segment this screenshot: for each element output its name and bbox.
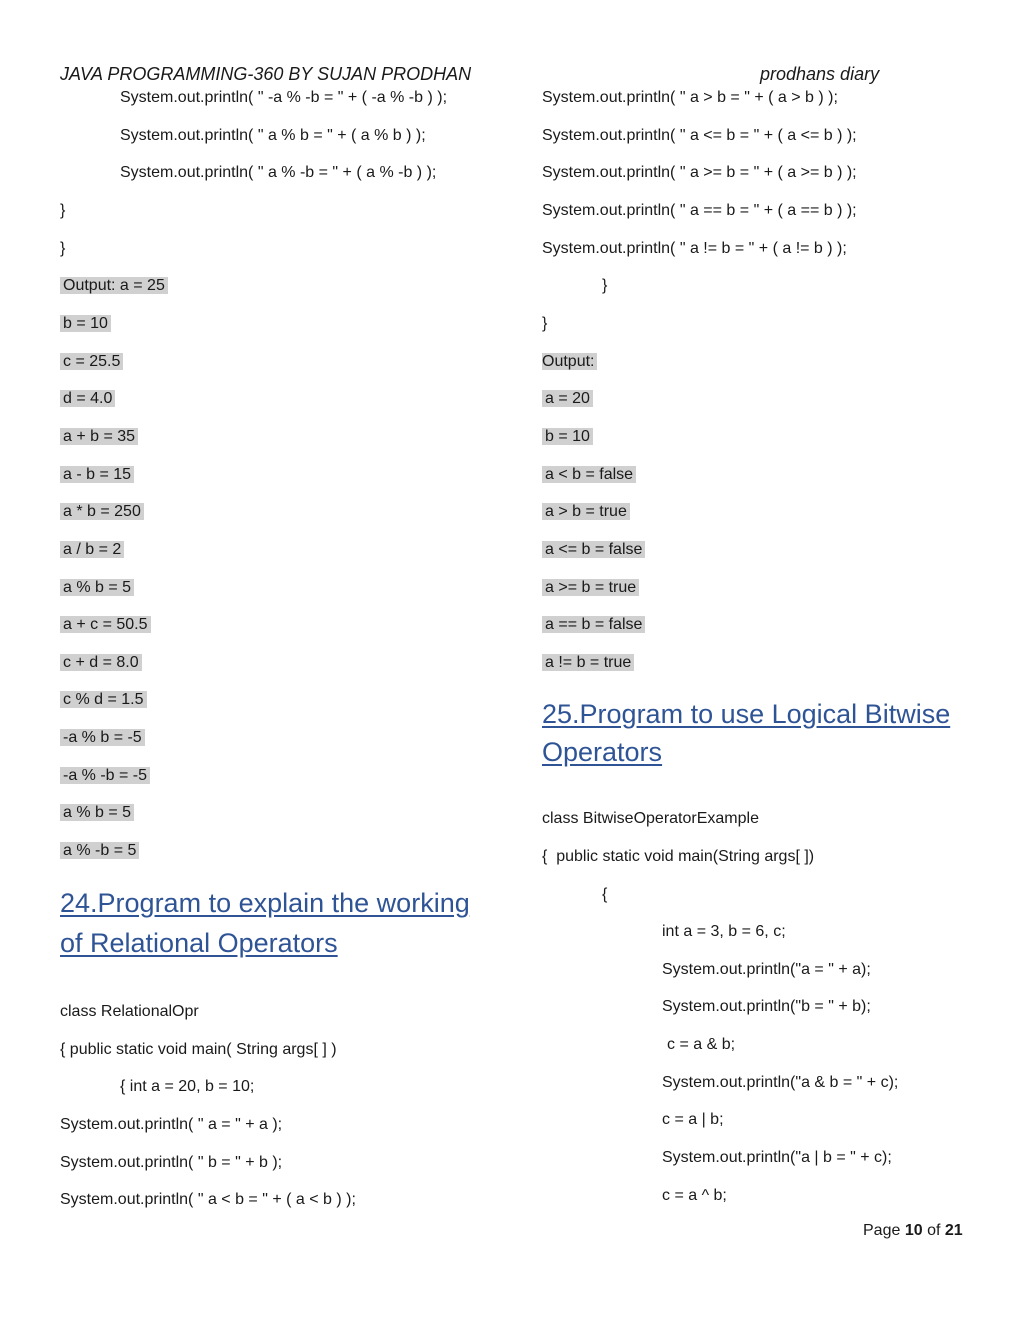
- page-footer: [863, 1222, 963, 1240]
- code-line: { public static void main( String args[ ] ): [60, 1041, 337, 1058]
- output-line: b = 10: [542, 428, 593, 445]
- output-line: Output:: [542, 353, 597, 370]
- code-line: System.out.println("a | b = " + c);: [662, 1149, 892, 1166]
- output-line: a * b = 250: [60, 503, 144, 520]
- code-line: c = a & b;: [667, 1036, 736, 1053]
- section-heading-24-cont: of Relational Operators: [60, 928, 338, 958]
- code-line: }: [542, 315, 548, 332]
- output-line: Output: a = 25: [60, 277, 168, 294]
- code-line: { int a = 20, b = 10;: [120, 1078, 255, 1095]
- page-label: Page: [863, 1222, 901, 1239]
- code-line: class RelationalOpr: [60, 1003, 199, 1020]
- output-line: a > b = true: [542, 503, 630, 520]
- code-line: System.out.println( " a = " + a );: [60, 1116, 283, 1133]
- output-line: a % b = 5: [60, 804, 134, 821]
- code-line: {: [602, 886, 608, 903]
- code-line: System.out.println("a = " + a);: [662, 961, 871, 978]
- code-line: }: [60, 240, 66, 257]
- output-line: d = 4.0: [60, 390, 115, 407]
- code-line: System.out.println("a & b = " + c);: [662, 1074, 899, 1091]
- code-line: System.out.println( " b = " + b );: [60, 1154, 283, 1171]
- output-line: a % -b = 5: [60, 842, 139, 859]
- output-line: a >= b = true: [542, 579, 639, 596]
- code-line: c = a ^ b;: [662, 1187, 727, 1204]
- code-line: }: [60, 202, 66, 219]
- section-heading-24: 24.Program to explain the working: [60, 888, 470, 918]
- header-brand: prodhans diary: [760, 64, 880, 84]
- output-line: a != b = true: [542, 654, 634, 671]
- code-line: System.out.println( " a % -b = " + ( a % -b ) );: [120, 164, 437, 181]
- code-line: c = a | b;: [662, 1111, 724, 1128]
- output-line: -a % b = -5: [60, 729, 145, 746]
- output-line: b = 10: [60, 315, 111, 332]
- output-line: a = 20: [542, 390, 593, 407]
- code-line: System.out.println( " a >= b = " + ( a >= b ) );: [542, 164, 857, 181]
- output-line: a + c = 50.5: [60, 616, 151, 633]
- output-line: c + d = 8.0: [60, 654, 142, 671]
- section-heading-25-cont: Operators: [542, 737, 663, 767]
- output-line: a < b = false: [542, 466, 636, 483]
- section-heading-25: 25.Program to use Logical Bitwise: [542, 699, 951, 729]
- output-line: a == b = false: [542, 616, 645, 633]
- output-line: c = 25.5: [60, 353, 123, 370]
- output-line: a + b = 35: [60, 428, 138, 445]
- of-label: of: [927, 1222, 941, 1239]
- code-line: System.out.println("b = " + b);: [662, 998, 871, 1015]
- output-line: a - b = 15: [60, 466, 134, 483]
- code-line: System.out.println( " a < b = " + ( a < b ) );: [60, 1191, 356, 1208]
- code-line: class BitwiseOperatorExample: [542, 810, 759, 827]
- code-line: }: [602, 277, 608, 294]
- output-line: -a % -b = -5: [60, 767, 150, 784]
- code-line: System.out.println( " a <= b = " + ( a <= b ) );: [542, 127, 857, 144]
- page-number: 10: [904, 1222, 923, 1239]
- total-pages: 21: [944, 1222, 963, 1239]
- output-line: a / b = 2: [60, 541, 124, 558]
- code-line: System.out.println( " a % b = " + ( a % b ) );: [120, 127, 426, 144]
- header-title: JAVA PROGRAMMING-360 BY SUJAN PRODHAN: [60, 64, 472, 84]
- code-line: int a = 3, b = 6, c;: [662, 923, 786, 940]
- code-line: { public static void main(String args[ ]): [542, 848, 815, 865]
- output-line: a <= b = false: [542, 541, 645, 558]
- code-line: System.out.println( " -a % -b = " + ( -a % -b ) );: [120, 89, 448, 106]
- output-line: a % b = 5: [60, 579, 134, 596]
- code-line: System.out.println( " a == b = " + ( a == b ) );: [542, 202, 857, 219]
- code-line: System.out.println( " a > b = " + ( a > b ) );: [542, 89, 838, 106]
- code-line: System.out.println( " a != b = " + ( a != b ) );: [542, 240, 847, 257]
- output-line: c % d = 1.5: [60, 691, 147, 708]
